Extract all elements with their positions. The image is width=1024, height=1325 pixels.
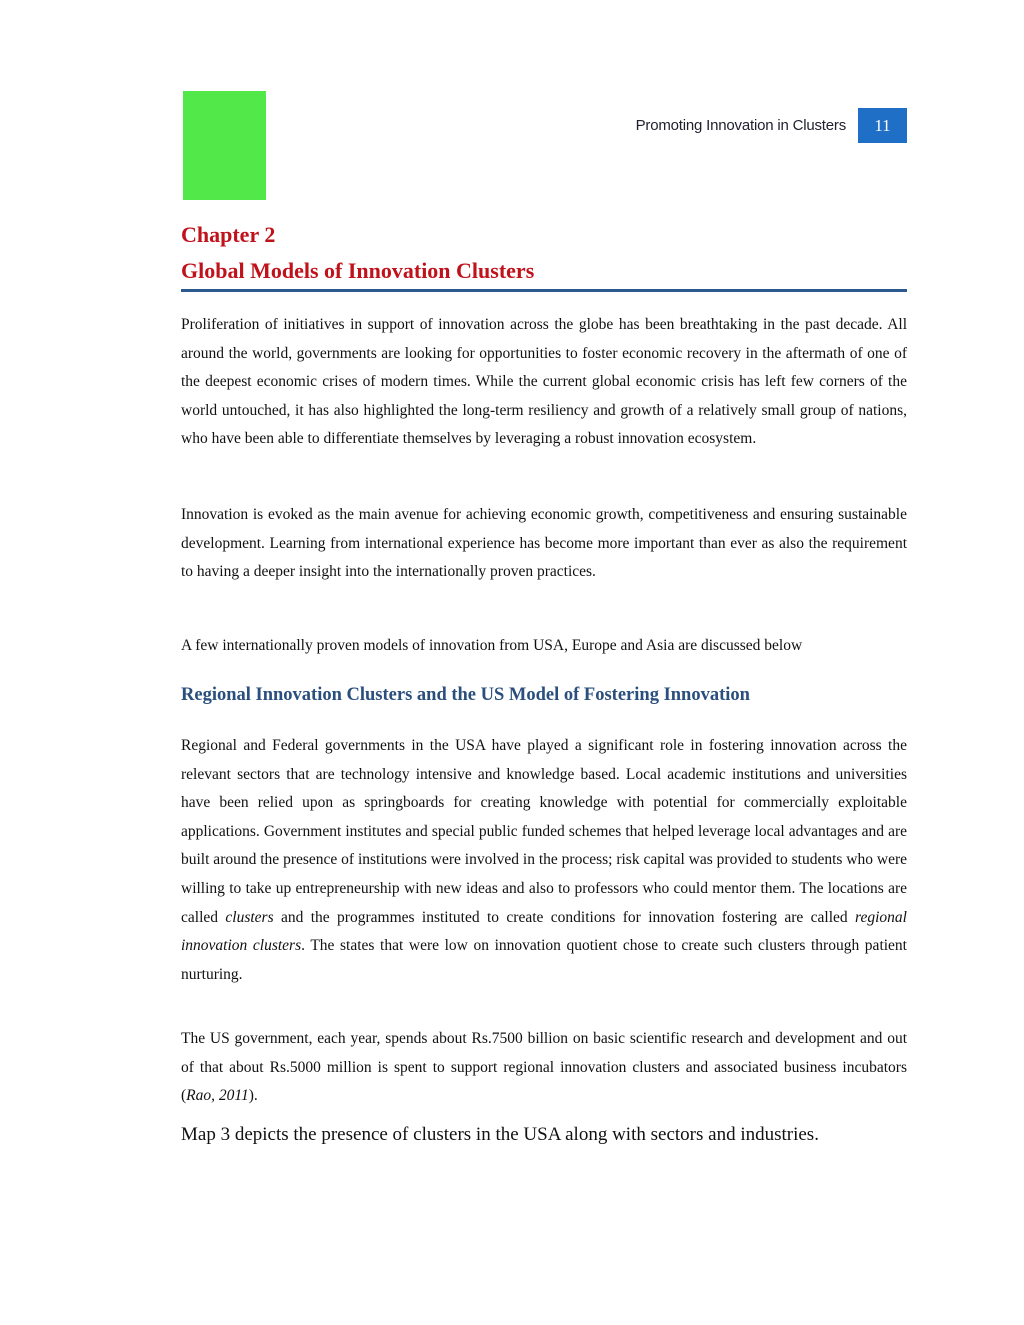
body-paragraph-5: The US government, each year, spends about Rs.7500 billion on basic scientific research and development and out of that about Rs.5000 million is spent to support regional innovation clusters and associated business incubators (Rao, 2011). bbox=[181, 1030, 907, 1105]
body-paragraph-2: Innovation is evoked as the main avenue for achieving economic growth, competitiveness and ensuring sustainable development. Learning from international experience has become more important than ever as also the requirement to having a deeper insight into the internationally proven practices. bbox=[181, 506, 907, 581]
page-number: 11 bbox=[858, 108, 907, 143]
body-paragraph-4: Regional and Federal governments in the USA have played a significant role in fostering innovation across the relevant sectors that are technology intensive and knowledge based. Local academic institutions and universities have been relied upon as springboards for creating knowledge with potential for commercially exploitable applications. Government institutes and special public funded schemes that helped leverage local advantages and are built around the presence of institutions were involved in the process; risk capital was provided to students who were willing to take up entrepreneurship with new ideas and also to professors who could mentor them. The locations are called clusters and the programmes instituted to create conditions for innovation fostering are called regional innovation clusters. The states that were low on innovation quotient chose to create such clusters through patient nurturing. bbox=[181, 737, 907, 983]
running-header-title: Promoting Innovation in Clusters bbox=[635, 117, 846, 134]
body-paragraph-3: A few internationally proven models of innovation from USA, Europe and Asia are discussed below bbox=[181, 637, 803, 654]
chapter-label: Chapter 2 bbox=[181, 222, 276, 247]
body-paragraph-1: Proliferation of initiatives in support of innovation across the globe has been breathtaking in the past decade. All around the world, governments are looking for opportunities to foster economic recovery in the aftermath of one of the deepest economic crises of modern times. While the current global economic crisis has left few corners of the world untouched, it has also highlighted the long-term resiliency and growth of a relatively small group of nations, who have been able to differentiate themselves by leveraging a robust innovation ecosystem. bbox=[181, 316, 907, 448]
chapter-color-block bbox=[183, 91, 266, 200]
title-divider bbox=[181, 289, 907, 292]
chapter-title: Global Models of Innovation Clusters bbox=[181, 258, 535, 283]
closing-sentence: Map 3 depicts the presence of clusters in the USA along with sectors and industries. bbox=[181, 1124, 819, 1145]
section-heading: Regional Innovation Clusters and the US Model of Fostering Innovation bbox=[181, 685, 750, 705]
